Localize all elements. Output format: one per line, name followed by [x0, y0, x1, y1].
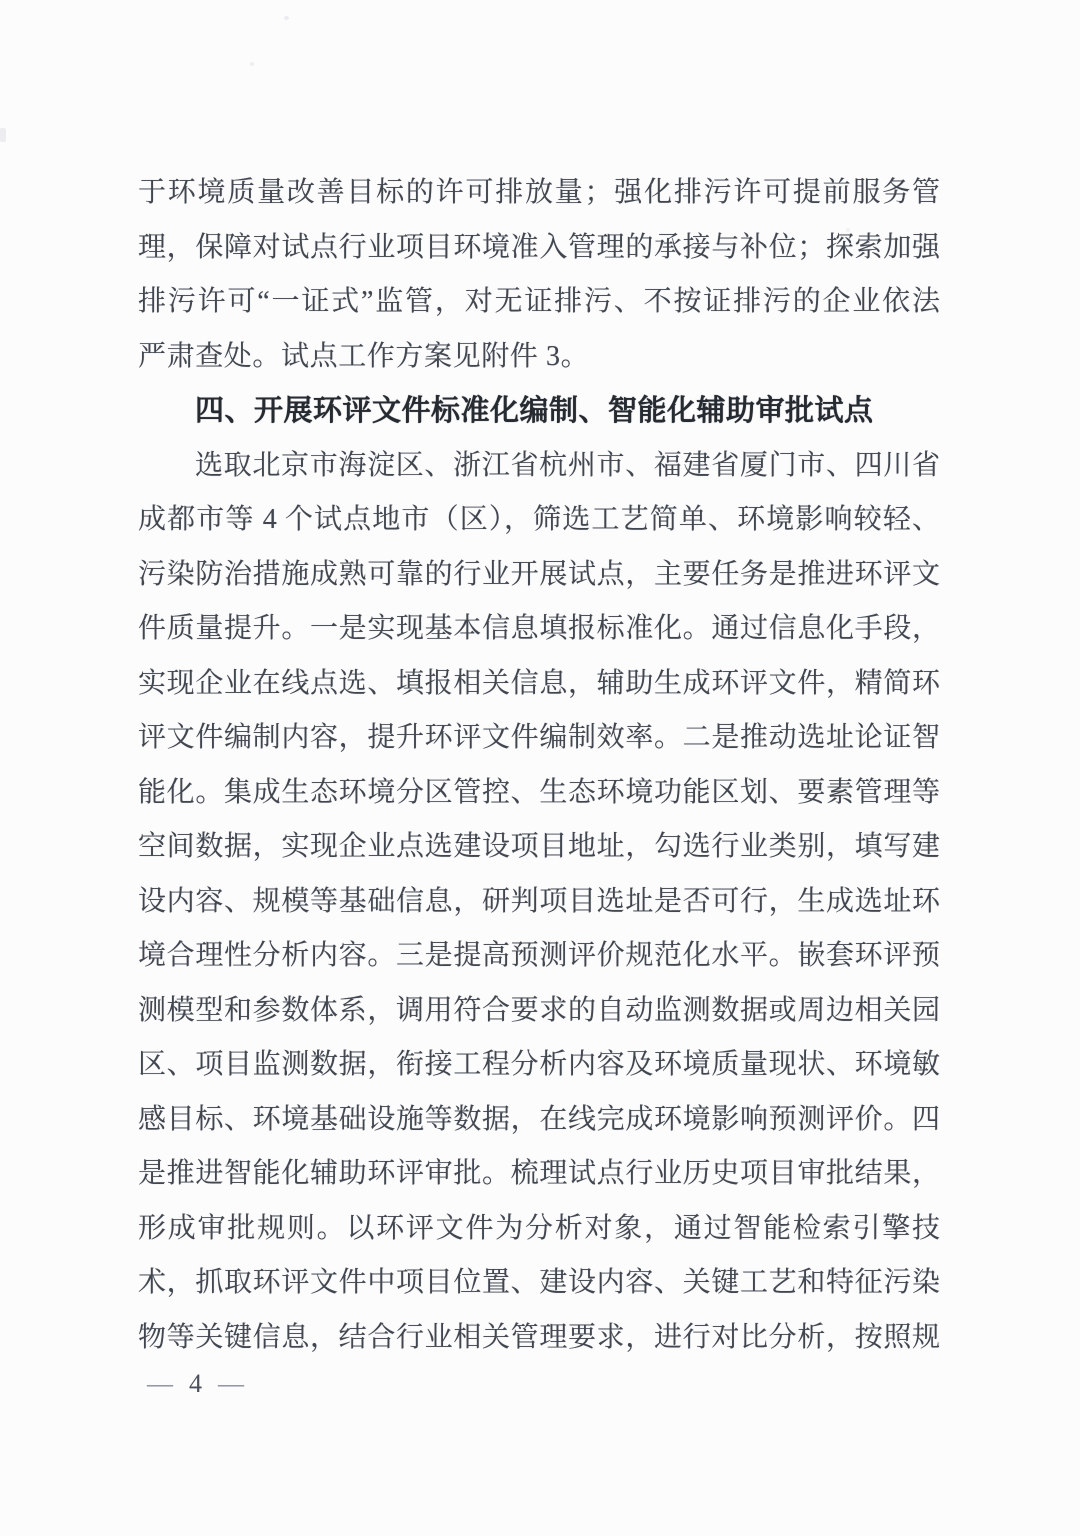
document-line: 实现企业在线点选、填报相关信息，辅助生成环评文件，精简环 — [138, 667, 940, 699]
document-line: 是推进智能化辅助环评审批。梳理试点行业历史项目审批结果， — [138, 1158, 940, 1189]
document-line: 测模型和参数体系，调用符合要求的自动监测数据或周边相关园 — [138, 994, 940, 1026]
document-line: 空间数据，实现企业点选建设项目地址，勾选行业类别，填写建 — [138, 831, 940, 862]
scan-speck — [0, 128, 6, 142]
document-line: 理，保障对试点行业项目环境准入管理的承接与补位；探索加强 — [138, 231, 940, 263]
document-line: 物等关键信息，结合行业相关管理要求，进行对比分析，按照规 — [138, 1321, 940, 1353]
document-line: 形成审批规则。以环评文件为分析对象，通过智能检索引擎技 — [138, 1212, 940, 1244]
document-line: 设内容、规模等基础信息，研判项目选址是否可行，生成选址环 — [138, 885, 940, 917]
document-line: 区、项目监测数据，衔接工程分析内容及环境质量现状、环境敏 — [138, 1049, 940, 1080]
scan-speck — [284, 16, 289, 20]
document-line: 感目标、环境基础设施等数据，在线完成环境影响预测评价。四 — [138, 1103, 940, 1135]
document-line: 于环境质量改善目标的许可排放量；强化排污许可提前服务管 — [138, 177, 940, 208]
document-line: 件质量提升。一是实现基本信息填报标准化。通过信息化手段， — [138, 613, 940, 644]
document-line: 严肃查处。试点工作方案见附件 3。 — [138, 340, 590, 372]
document-line: 能化。集成生态环境分区管控、生态环境功能区划、要素管理等 — [138, 776, 940, 808]
document-line: 排污许可“一证式”监管，对无证排污、不按证排污的企业依法 — [138, 286, 940, 317]
document-line: 术，抓取环评文件中项目位置、建设内容、关键工艺和特征污染 — [138, 1267, 940, 1298]
page-number-footer — [147, 1362, 244, 1406]
document-line: 选取北京市海淀区、浙江省杭州市、福建省厦门市、四川省 — [195, 449, 940, 481]
scan-speck — [250, 62, 254, 66]
footer-right-dash: — — [218, 1369, 244, 1398]
footer-left-dash: — — [147, 1369, 173, 1398]
document-body — [138, 166, 940, 1365]
document-line: 污染防治措施成熟可靠的行业开展试点，主要任务是推进环评文 — [138, 558, 940, 590]
section-heading: 四、开展环评文件标准化编制、智能化辅助审批试点 — [195, 395, 874, 427]
document-line: 评文件编制内容，提升环评文件编制效率。二是推动选址论证智 — [138, 722, 940, 753]
page-number: 4 — [189, 1369, 202, 1398]
document-line: 成都市等 4 个试点地市（区），筛选工艺简单、环境影响较轻、 — [138, 504, 940, 535]
document-line: 境合理性分析内容。三是提高预测评价规范化水平。嵌套环评预 — [138, 940, 940, 971]
